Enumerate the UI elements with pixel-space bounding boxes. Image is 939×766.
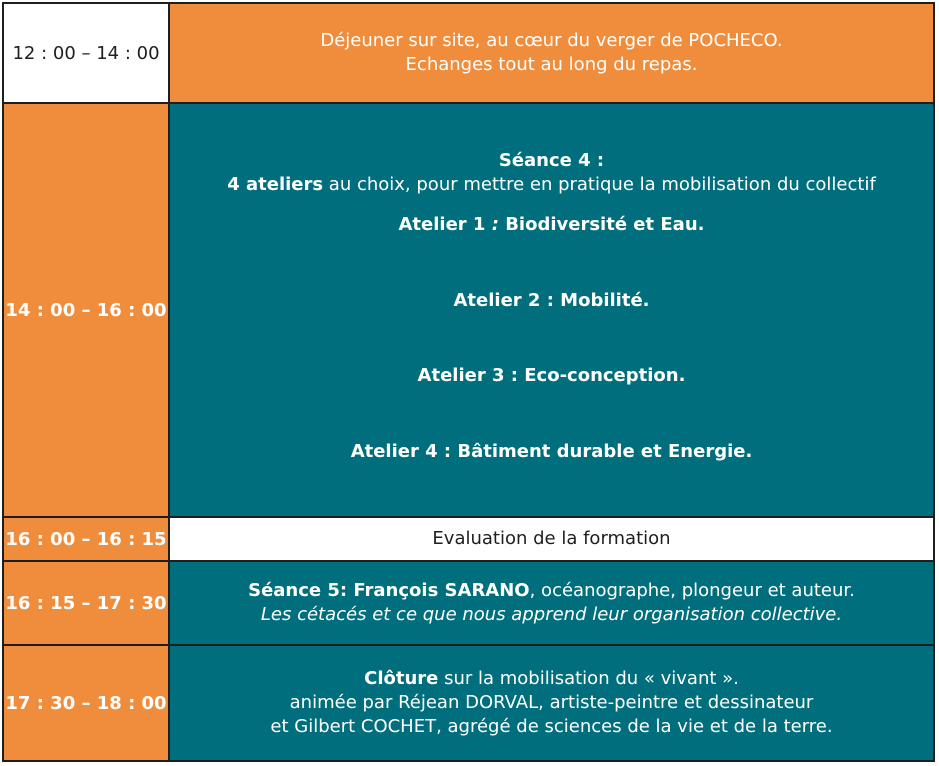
seance-5-description <box>170 562 933 644</box>
time-cell <box>4 646 170 760</box>
seance-5-title: Séance 5: François SARANO <box>248 580 530 601</box>
cloture-topic: sur la mobilisation du « vivant ». <box>438 668 739 689</box>
ateliers-intro <box>227 173 876 197</box>
schedule-row-cloture <box>4 646 933 760</box>
time-label: 16 : 15 – 17 : 30 <box>5 592 167 614</box>
time-label: 14 : 00 – 16 : 00 <box>5 299 167 321</box>
lunch-line-1: Déjeuner sur site, au cœur du verger de POCHECO. <box>320 30 783 51</box>
time-label: 17 : 30 – 18 : 00 <box>5 692 167 714</box>
schedule-table <box>2 2 935 762</box>
ateliers-intro-rest: au choix, pour mettre en pratique la mobilisation du collectif <box>323 174 876 195</box>
time-cell <box>4 562 170 644</box>
cloture-line-3: et Gilbert COCHET, agrégé de sciences de la vie et de la terre. <box>270 716 833 737</box>
lunch-description <box>170 4 933 102</box>
schedule-row-seance-4 <box>4 104 933 518</box>
ateliers-count: 4 ateliers <box>227 174 324 195</box>
evaluation-description <box>170 518 933 560</box>
schedule-row-evaluation <box>4 518 933 562</box>
time-cell <box>4 4 170 102</box>
time-cell <box>4 518 170 560</box>
time-cell <box>4 104 170 516</box>
seance-5-speaker <box>248 579 855 603</box>
schedule-row-seance-5 <box>4 562 933 646</box>
cloture-title: Clôture <box>364 668 439 689</box>
seance-5-speaker-role: , océanographe, plongeur et auteur. <box>529 580 855 601</box>
atelier-4: Atelier 4 : Bâtiment durable et Energie. <box>350 441 753 462</box>
atelier-1-label: Atelier 1 <box>398 214 492 235</box>
seance-4-title: Séance 4 : <box>498 150 605 171</box>
seance-5-subtitle: Les cétacés et ce que nous apprend leur organisation collective. <box>260 604 843 625</box>
cloture-title-line <box>364 667 739 691</box>
cloture-description <box>170 646 933 760</box>
lunch-line-2: Echanges tout au long du repas. <box>405 54 698 75</box>
schedule-row-lunch <box>4 4 933 104</box>
atelier-3: Atelier 3 : Eco-conception. <box>417 365 686 386</box>
atelier-1 <box>399 213 705 237</box>
time-label: 16 : 00 – 16 : 15 <box>5 528 167 550</box>
cloture-line-2: animée par Réjean DORVAL, artiste-peintre et dessinateur <box>289 692 814 713</box>
atelier-2: Atelier 2 : Mobilité. <box>453 290 650 311</box>
evaluation-text: Evaluation de la formation <box>432 528 671 549</box>
atelier-1-topic: Biodiversité et Eau. <box>498 214 705 235</box>
atelier-1-colon: : <box>491 214 499 235</box>
seance-4-description <box>170 104 933 516</box>
time-label: 12 : 00 – 14 : 00 <box>12 42 160 64</box>
